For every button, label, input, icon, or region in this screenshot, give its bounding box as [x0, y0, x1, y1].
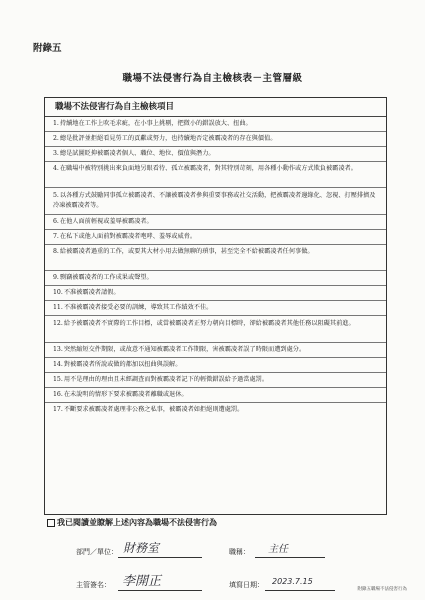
checklist-item-text: 在職場中被特別挑出來負面地另眼看待、孤立被霸凌者，對其特別苛刻，用各種小動作或方式欺負被霸凌者。: [59, 165, 357, 173]
appendix-label: 附錄五: [33, 43, 62, 54]
checklist-item-text: 不准被霸凌者請假。: [63, 289, 120, 297]
checklist-items: [45, 117, 386, 418]
checklist-item-text: 突然縮短交件期限，或故意不通知被霸凌者工作期限，害被霸凌者誤了時限而遭到處分。: [63, 345, 306, 353]
checklist-item: [45, 373, 386, 388]
checklist-item: [45, 316, 386, 342]
checklist-item-text: 在私下或他人面前對被霸凌者咆哮、羞辱或威脅。: [59, 232, 197, 240]
date-label: 填寫日期：: [229, 581, 264, 589]
checklist-item: [45, 215, 386, 230]
checklist-item-text: 對被霸凌者所說或做的都加以扭曲與誤解。: [63, 360, 182, 368]
checklist-item-number: 12.: [53, 319, 63, 327]
checklist-item-text: 總是批評並拒絕看見勞工的貢獻或努力，也持續地否定被霸凌者的存在與價值。: [59, 135, 277, 143]
checklist-item-number: 10.: [53, 289, 63, 297]
checklist-item-number: 4.: [53, 165, 59, 173]
checklist-item-number: 11.: [53, 304, 63, 312]
checklist-item-text: 總是試圖貶抑被霸凌者個人、職位、地位、價值與潛力。: [59, 150, 215, 158]
checklist-item: [45, 188, 386, 214]
date-value[interactable]: 2023.7.15: [272, 577, 313, 586]
checklist-item-number: 13.: [53, 345, 63, 353]
checklist-item-number: 5.: [53, 191, 59, 199]
checklist-item-text: 用不是理由的理由且未經調查而對被霸凌者記下的輕微錯誤給予過當處罰。: [63, 375, 269, 383]
checklist-item-number: 14.: [53, 360, 63, 368]
checklist-item-text: 給予被霸凌者不實際的工作目標，或當被霸凌者正努力朝向目標時，卻給被霸凌者其他任務以阻礙其前進。: [63, 319, 355, 327]
signature-value[interactable]: 李開正: [122, 574, 162, 589]
checklist-item: [45, 343, 386, 358]
checklist-item: [45, 358, 386, 373]
checklist-item-text: 剽竊被霸凌者的工作成果或聲望。: [59, 274, 153, 282]
position-label: 職稱：: [229, 548, 250, 556]
date-line: [265, 590, 335, 591]
checklist-item-number: 16.: [53, 390, 63, 398]
checklist-item-text: 持續地在工作上吹毛求疵，在小事上挑剔，把微小的錯誤放大、扭曲。: [59, 120, 252, 128]
department-line: [118, 557, 202, 558]
checklist-item: [45, 147, 386, 162]
document-title: 職場不法侵害行為自主檢核表－主管層級: [122, 73, 303, 84]
position-value[interactable]: 主任: [268, 544, 288, 555]
checklist-item-text: 不斷要求被霸凌者處理非公務之私事，被霸凌者如拒絕則遭處罰。: [63, 406, 244, 414]
checklist-item-number: 8.: [53, 248, 59, 256]
checklist-item: [45, 403, 386, 418]
department-label: 部門／單位：: [76, 548, 118, 556]
checklist-item-number: 1.: [53, 120, 59, 128]
checklist-item-number: 17.: [53, 406, 63, 414]
position-line: [255, 557, 325, 558]
checklist-item-text: 以各種方式鼓勵同事孤立被霸凌者、不讓被霸凌者參與重要事務或社交活動，把被霸凌者邊緣化、忽視、打壓排擠及冷凍被霸凌者等。: [53, 191, 376, 210]
declaration-text: 我已閱讀並瞭解上述內容為職場不法侵害行為: [57, 517, 217, 527]
checklist-item: [45, 230, 386, 245]
checklist-item: [45, 301, 386, 316]
checklist-item-number: 7.: [53, 232, 59, 240]
signature-line: [118, 590, 202, 591]
checklist-item-text: 給被霸凌者過重的工作，或要其大材小用去做無聊的瑣事，甚至完全不給被霸凌者任何事做。: [59, 248, 314, 256]
checklist-header: 職場不法侵害行為自主檢核項目: [45, 98, 386, 117]
declaration-checkbox[interactable]: [47, 519, 55, 527]
checklist-item-number: 15.: [53, 375, 63, 383]
signature-label: 主管簽名：: [76, 581, 111, 589]
checklist-item: [45, 162, 386, 188]
checklist-item: [45, 271, 386, 286]
checklist-item-number: 2.: [53, 135, 59, 143]
department-value[interactable]: 財務室: [123, 541, 160, 555]
checklist-item-number: 6.: [53, 217, 59, 225]
checklist-item-text: 在未說明的情形下要求被霸凌者離職或退休。: [63, 390, 188, 398]
checklist-item-number: 3.: [53, 150, 59, 158]
checklist-item-number: 9.: [53, 274, 59, 282]
checklist-item-text: 不准被霸凌者接受必要的訓練，導致其工作績效不佳。: [63, 304, 213, 312]
checklist-item: [45, 132, 386, 147]
footer-note: 附錄五職場不法侵害行為: [357, 587, 407, 592]
checklist-item: [45, 388, 386, 403]
checklist-item-text: 在他人面前輕視或羞辱被霸凌者。: [59, 217, 153, 225]
checklist-item: [45, 117, 386, 132]
declaration: [47, 517, 217, 528]
checklist-item: [45, 286, 386, 301]
checklist-item: [45, 245, 386, 271]
checklist-table: [44, 97, 387, 515]
